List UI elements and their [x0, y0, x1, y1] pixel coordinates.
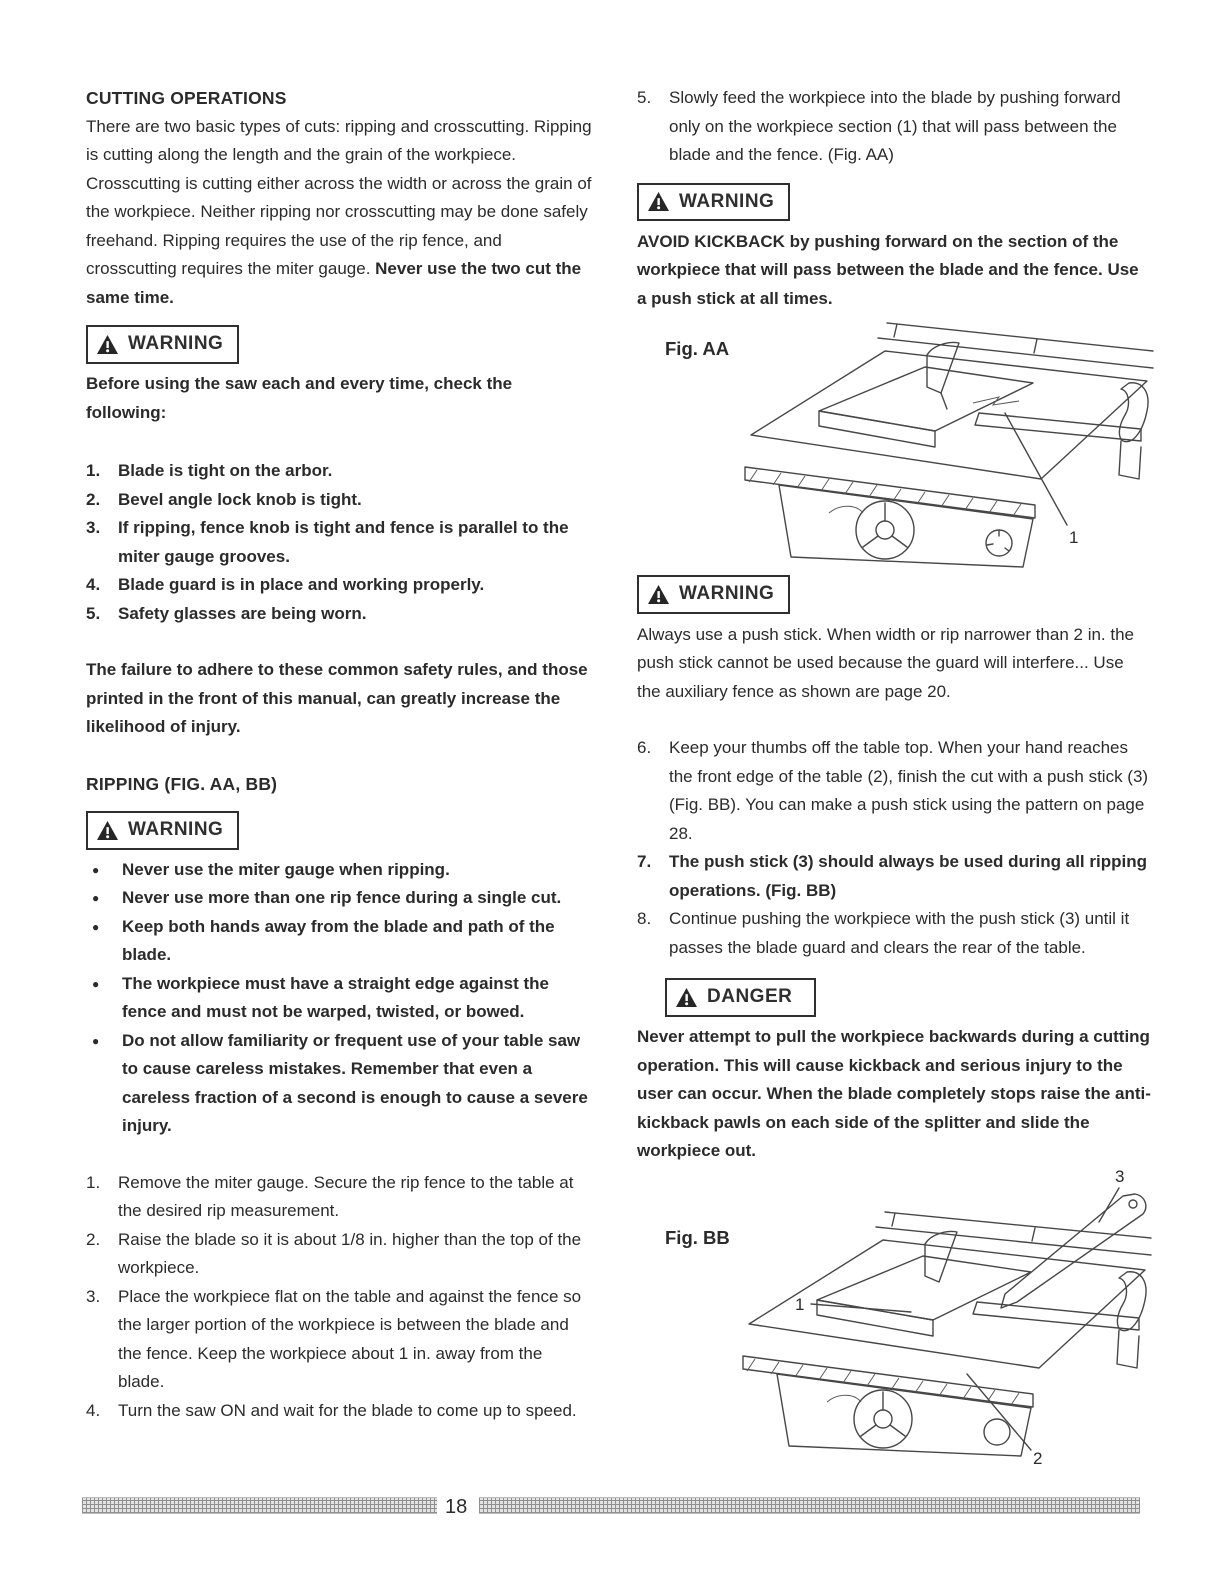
warning-box-1 — [86, 325, 239, 364]
checklist-item — [86, 571, 592, 600]
step-item-5 — [637, 84, 1151, 170]
checklist-item — [86, 457, 592, 486]
warning-bullet — [86, 970, 592, 1027]
push-stick-warning-text: Always use a push stick. When width or rip narrower than 2 in. the push stick cannot be used because the guard will interfere... Use the auxiliary fence as shown are page 20. — [637, 624, 1135, 701]
warning-1-text: Before using the saw each and every time, check the following: — [86, 374, 513, 422]
item-number: 4. — [86, 575, 101, 595]
checklist-item — [86, 486, 592, 515]
rear-rail — [887, 323, 1153, 351]
workpiece — [819, 367, 1033, 431]
step-text: Continue pushing the workpiece with the push stick (3) until it passes the blade guard and clears the rear of the table. — [669, 909, 1130, 957]
step-text: Remove the miter gauge. Secure the rip fence to the table at the desired rip measurement. — [118, 1172, 574, 1220]
step-number: 6. — [637, 738, 652, 757]
callout-3: 3 — [1115, 1166, 1125, 1186]
item-text: If ripping, fence knob is tight and fence is parallel to the miter gauge grooves. — [118, 518, 569, 566]
checklist-item — [86, 600, 592, 629]
step-text: Keep your thumbs off the table top. When your hand reaches the front edge of the table (2), finish the cut with a push stick (3) (Fig. BB). You can make a push stick using the pattern on page 28. — [669, 738, 1149, 843]
failure-note: The failure to adhere to these common safety rules, and those printed in the front of this manual, can greatly increase the likelihood of injury. — [86, 660, 588, 737]
step-text: The push stick (3) should always be used during all ripping operations. (Fig. BB) — [669, 852, 1147, 900]
figure-aa — [637, 313, 1151, 575]
section-heading: CUTTING OPERATIONS — [86, 88, 287, 108]
item-text: Blade guard is in place and working properly. — [118, 575, 485, 595]
right-column — [637, 84, 1151, 1466]
page-number: 18 — [445, 1496, 468, 1518]
step-number: 5. — [637, 88, 652, 107]
item-text: Bevel angle lock knob is tight. — [118, 489, 362, 509]
warning-box-2 — [86, 811, 239, 850]
warning-bullet — [86, 913, 592, 970]
intro-paragraph — [86, 113, 592, 313]
bullet-text: Never use more than one rip fence during a single cut. — [122, 888, 562, 907]
cut-line — [973, 397, 1019, 405]
item-number: 5. — [86, 603, 101, 623]
ripping-steps-1-4 — [86, 1169, 592, 1426]
step-number: 1. — [86, 1172, 101, 1192]
push-stick-hole — [1129, 1200, 1137, 1208]
bullet-text: Never use the miter gauge when ripping. — [122, 859, 450, 879]
step-number: 8. — [637, 909, 652, 928]
fence-clamp — [1119, 383, 1148, 442]
rip-fence — [973, 1302, 1139, 1330]
bullet-icon: ● — [92, 862, 100, 877]
bullet-text: Do not allow familiarity or frequent use of your table saw to cause careless mistakes. Remember that even a careless fraction of a second is enough to cause a severe injury. — [122, 1030, 588, 1135]
table-saw-illustration-aa — [737, 317, 1155, 573]
callout-2-leader — [967, 1374, 1031, 1450]
bullet-text: Keep both hands away from the blade and path of the blade. — [122, 916, 555, 964]
warning-label: WARNING — [128, 333, 224, 354]
warning-triangle-icon — [675, 987, 698, 1008]
footer-decorative-band-left — [82, 1497, 437, 1514]
warning-box-4 — [637, 575, 790, 614]
figure-bb — [637, 1166, 1151, 1466]
warning-triangle-icon — [647, 584, 670, 605]
ripping-steps-6-8 — [637, 734, 1151, 962]
intro-text: There are two basic types of cuts: ripping and crosscutting. Ripping is cutting along the length and the grain of the workpiece. Crosscutting is cutting either across the width or across the grain of the workpiece. Neither ripping nor crosscutting may be done safely freehand. Ripping requires the use of the rip fence, and crosscutting requires the miter gauge. — [86, 116, 592, 278]
callout-2: 2 — [1033, 1448, 1043, 1466]
item-number: 1. — [86, 461, 101, 481]
item-number: 3. — [86, 518, 101, 538]
callout-1-leader — [1005, 413, 1067, 525]
danger-box — [665, 978, 816, 1017]
figure-bb-label: Fig. BB — [665, 1226, 730, 1248]
item-text: Blade is tight on the arbor. — [118, 461, 333, 481]
step-text: Slowly feed the workpiece into the blade by pushing forward only on the workpiece section (1) that will pass between the blade and the fence. (Fig. AA) — [669, 88, 1121, 164]
step-text: Place the workpiece flat on the table and against the fence so the larger portion of the workpiece is between the blade and the fence. Keep the workpiece about 1 in. away from the blade. — [118, 1286, 582, 1391]
danger-label: DANGER — [707, 986, 793, 1007]
step-item — [86, 1169, 592, 1226]
figure-aa-label: Fig. AA — [665, 338, 730, 360]
callout-1: 1 — [1069, 528, 1079, 548]
warning-label: WARNING — [679, 190, 775, 212]
item-number: 2. — [86, 489, 101, 509]
step-text: Raise the blade so it is about 1/8 in. higher than the top of the workpiece. — [118, 1229, 582, 1277]
callout-1-leader — [811, 1304, 911, 1312]
footer-decorative-band-right — [479, 1497, 1140, 1514]
ripping-heading: RIPPING (FIG. AA, BB) — [86, 773, 278, 794]
warning-label: WARNING — [679, 583, 775, 605]
pre-use-checklist — [86, 457, 592, 628]
warning-bullet — [86, 1027, 592, 1141]
tilt-knob — [984, 1419, 1010, 1445]
kickback-warning-text: AVOID KICKBACK by pushing forward on the section of the workpiece that will pass between the blade and the fence. Use a push stick at all times. — [637, 231, 1139, 308]
fence-clamp — [1117, 1272, 1146, 1331]
bullet-icon: ● — [92, 891, 100, 905]
step-number: 2. — [86, 1229, 101, 1249]
step-item — [637, 734, 1151, 848]
callout-1: 1 — [795, 1294, 805, 1314]
push-stick — [1001, 1194, 1146, 1308]
ripping-warning-bullets — [86, 856, 592, 1141]
warning-box-3 — [637, 183, 790, 222]
warning-triangle-icon — [96, 334, 119, 355]
step-number: 7. — [637, 852, 652, 871]
step-text: Turn the saw ON and wait for the blade to come up to speed. — [118, 1400, 577, 1420]
step-item — [86, 1283, 592, 1397]
bullet-icon: ● — [92, 919, 100, 934]
table-saw-illustration-bb — [715, 1166, 1155, 1466]
step-item — [637, 905, 1151, 962]
front-rail — [743, 1356, 1033, 1407]
rip-fence — [975, 413, 1141, 441]
checklist-item — [86, 514, 592, 571]
warning-label: WARNING — [128, 819, 224, 841]
figure-aa-drawing — [737, 317, 1155, 573]
warning-triangle-icon — [96, 820, 119, 841]
cord — [829, 506, 863, 513]
warning-triangle-icon — [647, 191, 670, 212]
callout-3-leader — [1099, 1188, 1119, 1222]
warning-bullet — [86, 856, 592, 885]
bullet-icon: ● — [92, 1033, 100, 1048]
step-item — [86, 1397, 592, 1426]
bullet-icon: ● — [92, 976, 100, 991]
cord — [827, 1395, 861, 1402]
left-column — [86, 84, 592, 1425]
step-number: 4. — [86, 1400, 101, 1420]
step-item — [86, 1226, 592, 1283]
danger-text: Never attempt to pull the workpiece backwards during a cutting operation. This will cause kickback and serious injury to the user can occur. When the blade completely stops raise the anti-kickback pawls on each side of the splitter and slide the workpiece out. — [637, 1027, 1151, 1161]
figure-bb-drawing — [715, 1166, 1155, 1466]
bullet-text: The workpiece must have a straight edge against the fence and must not be warped, twisted, or bowed. — [122, 973, 550, 1021]
step-number: 3. — [86, 1286, 101, 1306]
warning-bullet — [86, 884, 592, 913]
front-rail — [745, 467, 1035, 518]
workpiece — [817, 1256, 1031, 1320]
step-item — [637, 848, 1151, 905]
intro-text-bold: Never use the two cut the same time. — [86, 259, 582, 307]
item-text: Safety glasses are being worn. — [118, 603, 367, 623]
